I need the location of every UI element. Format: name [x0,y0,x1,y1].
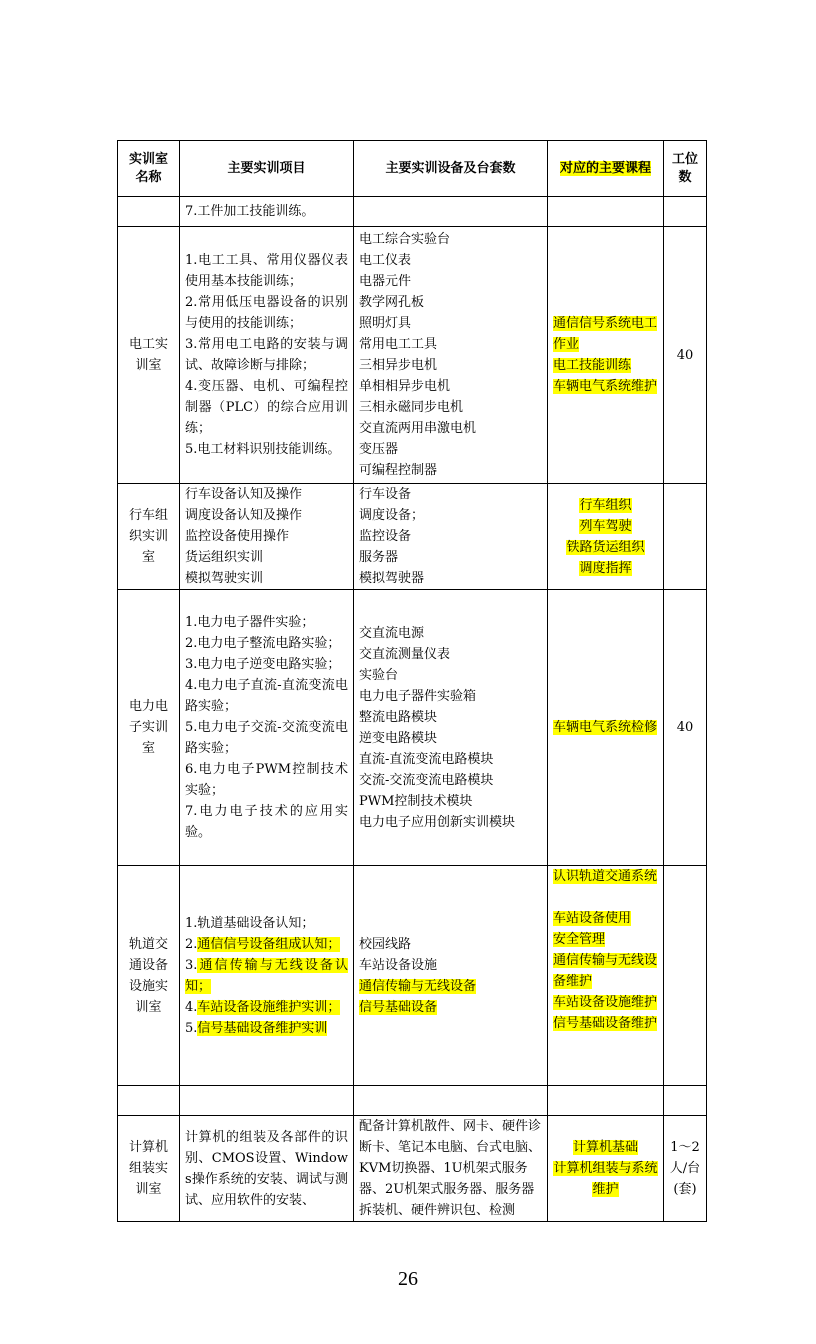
projects-cell [180,1086,354,1116]
project-number: 1. [185,915,198,931]
stations-cell [664,484,707,590]
course-item [553,558,658,579]
table-header-row [118,141,707,197]
projects-cell [180,197,354,227]
course-text: 电工技能训练 [553,358,632,373]
course-item [553,866,658,887]
header-stations: 工位数 [664,141,707,197]
equipment-item: 整流电路模块 [359,709,438,725]
project-item: 4.电力电子直流-直流变流电路实验； [185,678,348,714]
header-room-name: 实训室名称 [118,141,180,197]
table-row [118,484,707,590]
equipment-item: 监控设备 [359,529,412,544]
header-courses [548,141,664,197]
course-text: 信号基础设备维护 [553,1016,658,1031]
equipment-item: 实验台 [359,667,399,683]
project-item: 模拟驾驶实训 [185,571,264,586]
project-item: 监控设备使用操作 [185,529,290,544]
equipment-item: 电力电子器件实验箱 [359,688,477,704]
course-item [553,1137,658,1158]
project-number: 3. [185,957,198,973]
stations-cell: 40 [664,227,707,484]
courses-cell [548,227,664,484]
room-name-cell [118,197,180,227]
course-item [553,376,658,397]
equipment-cell [354,484,548,590]
project-text: 信号基础设备维护实训 [197,1020,328,1036]
project-item: 4.变压器、电机、可编程控制器（PLC）的综合应用训练； [185,379,348,436]
project-item [185,1018,348,1039]
table-row [118,227,707,484]
course-item [553,717,658,738]
course-item [553,1013,658,1034]
table-row [118,197,707,227]
table-row [118,590,707,866]
header-projects: 主要实训项目 [180,141,354,197]
project-item: 7.电力电子技术的应用实验。 [185,804,348,840]
equipment-item [359,955,542,976]
header-courses-label: 对应的主要课程 [559,160,651,176]
equipment-item [359,934,542,955]
project-item: 6.电力电子PWM控制技术实验； [185,762,348,798]
equipment-item: 直流-直流变流电路模块 [359,751,494,767]
course-text: 列车驾驶 [579,518,632,534]
equipment-item: 单相相异步电机 [359,379,451,394]
project-item [185,934,348,955]
course-item [553,929,658,950]
course-text: 调度指挥 [579,560,632,576]
project-text: 车站设备设施维护实训； [197,999,341,1015]
course-item [553,950,658,992]
course-text: 计算机组装与系统维护 [553,1161,658,1197]
project-item: 5.电工材料识别技能训练。 [185,442,341,457]
project-text: 轨道基础设备认知； [197,915,315,931]
equipment-item: 常用电工工具 [359,337,438,352]
room-name-cell: 计算机组装实训室 [118,1116,180,1222]
equipment-text: 校园线路 [359,936,412,952]
course-item [553,1158,658,1200]
stations-cell [664,866,707,1086]
equipment-item [359,997,542,1018]
courses-cell [548,197,664,227]
stations-cell: 1～2人/台(套) [664,1116,707,1222]
equipment-cell [354,227,548,484]
course-text: 通信传输与无线设备维护 [553,953,658,989]
equipment-cell [354,197,548,227]
course-spacer [553,887,658,908]
equipment-item: 电器元件 [359,274,412,289]
courses-cell [548,1116,664,1222]
equipment-item [359,976,542,997]
equipment-item: 交直流电源 [359,625,425,641]
equipment-cell [354,1086,548,1116]
course-item [553,495,658,516]
equipment-item: 交流-交流变流电路模块 [359,772,494,788]
equipment-text: 车站设备设施 [359,957,438,973]
courses-cell [548,484,664,590]
project-text: 通信传输与无线设备认知； [185,957,348,994]
equipment-item: 交直流两用串激电机 [359,421,477,436]
course-text: 计算机基础 [572,1140,638,1155]
equipment-text: 通信传输与无线设备 [359,978,477,994]
project-number: 5. [185,1020,198,1036]
page-number: 26 [398,1268,418,1290]
projects-cell: 计算机的组装及各部件的识别、CMOS设置、Windows操作系统的安装、调试与测试、应用软件的安装、 [180,1116,354,1222]
courses-cell [548,590,664,866]
stations-cell: 40 [664,590,707,866]
course-text: 通信信号系统电工作业 [553,316,658,352]
equipment-item: 行车设备 [359,487,412,502]
project-item: 行车设备认知及操作 [185,487,303,502]
room-name-cell: 轨道交通设备设施实训室 [118,866,180,1086]
project-item: 2.电力电子整流电路实验； [185,636,341,651]
project-item: 3.常用电工电路的安装与调试、故障诊断与排除； [185,337,348,373]
course-item [553,516,658,537]
equipment-cell [354,590,548,866]
project-item: 7.工件加工技能训练。 [185,204,315,219]
project-item: 2.常用低压电器设备的识别与使用的技能训练； [185,295,348,331]
equipment-item: 可编程控制器 [359,463,438,478]
equipment-item: 教学网孔板 [359,295,425,310]
table-row [118,1086,707,1116]
training-room-table [117,140,707,1222]
courses-cell [548,1086,664,1116]
project-item: 5.电力电子交流-交流变流电路实验； [185,720,348,756]
course-item [553,313,658,355]
projects-cell [180,484,354,590]
project-item: 1.电工工具、常用仪器仪表使用基本技能训练； [185,253,348,289]
course-text: 安全管理 [553,932,606,947]
equipment-item: 服务器 [359,550,399,565]
course-text: 车站设备设施维护 [553,995,658,1010]
course-item [553,908,658,929]
stations-cell [664,1086,707,1116]
project-item: 调度设备认知及操作 [185,508,303,523]
equipment-item: 三相异步电机 [359,358,438,373]
equipment-item: 电工综合实验台 [359,232,451,247]
project-number: 2. [185,936,198,952]
course-item [553,992,658,1013]
room-name-cell: 行车组织实训室 [118,484,180,590]
equipment-item: 三相永磁同步电机 [359,400,464,415]
course-text: 车站设备使用 [553,911,632,926]
project-item [185,955,348,997]
equipment-text: 信号基础设备 [359,999,438,1015]
equipment-item: 逆变电路模块 [359,730,438,746]
table-row [118,866,707,1086]
equipment-cell [354,866,548,1086]
projects-cell [180,866,354,1086]
room-name-cell [118,1086,180,1116]
header-equipment: 主要实训设备及台套数 [354,141,548,197]
projects-cell [180,227,354,484]
course-text: 车辆电气系统检修 [553,720,658,735]
project-item: 3.电力电子逆变电路实验； [185,657,341,672]
course-item [553,537,658,558]
equipment-item: 变压器 [359,442,399,457]
equipment-item: 调度设备； [359,508,425,523]
stations-cell [664,197,707,227]
room-name-cell: 电力电子实训室 [118,590,180,866]
project-number: 4. [185,999,198,1015]
project-item: 1.电力电子器件实验； [185,615,315,630]
equipment-item: 电力电子应用创新实训模块 [359,814,516,830]
courses-cell [548,866,664,1086]
course-text: 认识轨道交通系统 [553,869,658,884]
course-item [553,355,658,376]
equipment-item: PWM控制技术模块 [359,793,473,809]
equipment-item: 照明灯具 [359,316,412,331]
course-text: 车辆电气系统维护 [553,379,658,394]
equipment-cell: 配备计算机散件、网卡、硬件诊断卡、笔记本电脑、台式电脑、KVM切换器、1U机架式服务器、2U机架式服务器、服务器拆装机、硬件辨识包、检测 [354,1116,548,1222]
projects-cell [180,590,354,866]
equipment-item: 模拟驾驶器 [359,571,425,586]
table-row [118,1116,707,1222]
equipment-item: 电工仪表 [359,253,412,268]
course-text: 行车组织 [579,497,632,513]
equipment-item: 交直流测量仪表 [359,646,451,662]
project-item [185,997,348,1018]
project-item [185,913,348,934]
project-text: 通信信号设备组成认知； [197,936,341,952]
course-text: 铁路货运组织 [566,539,645,555]
project-item: 货运组织实训 [185,550,264,565]
room-name-cell: 电工实训室 [118,227,180,484]
